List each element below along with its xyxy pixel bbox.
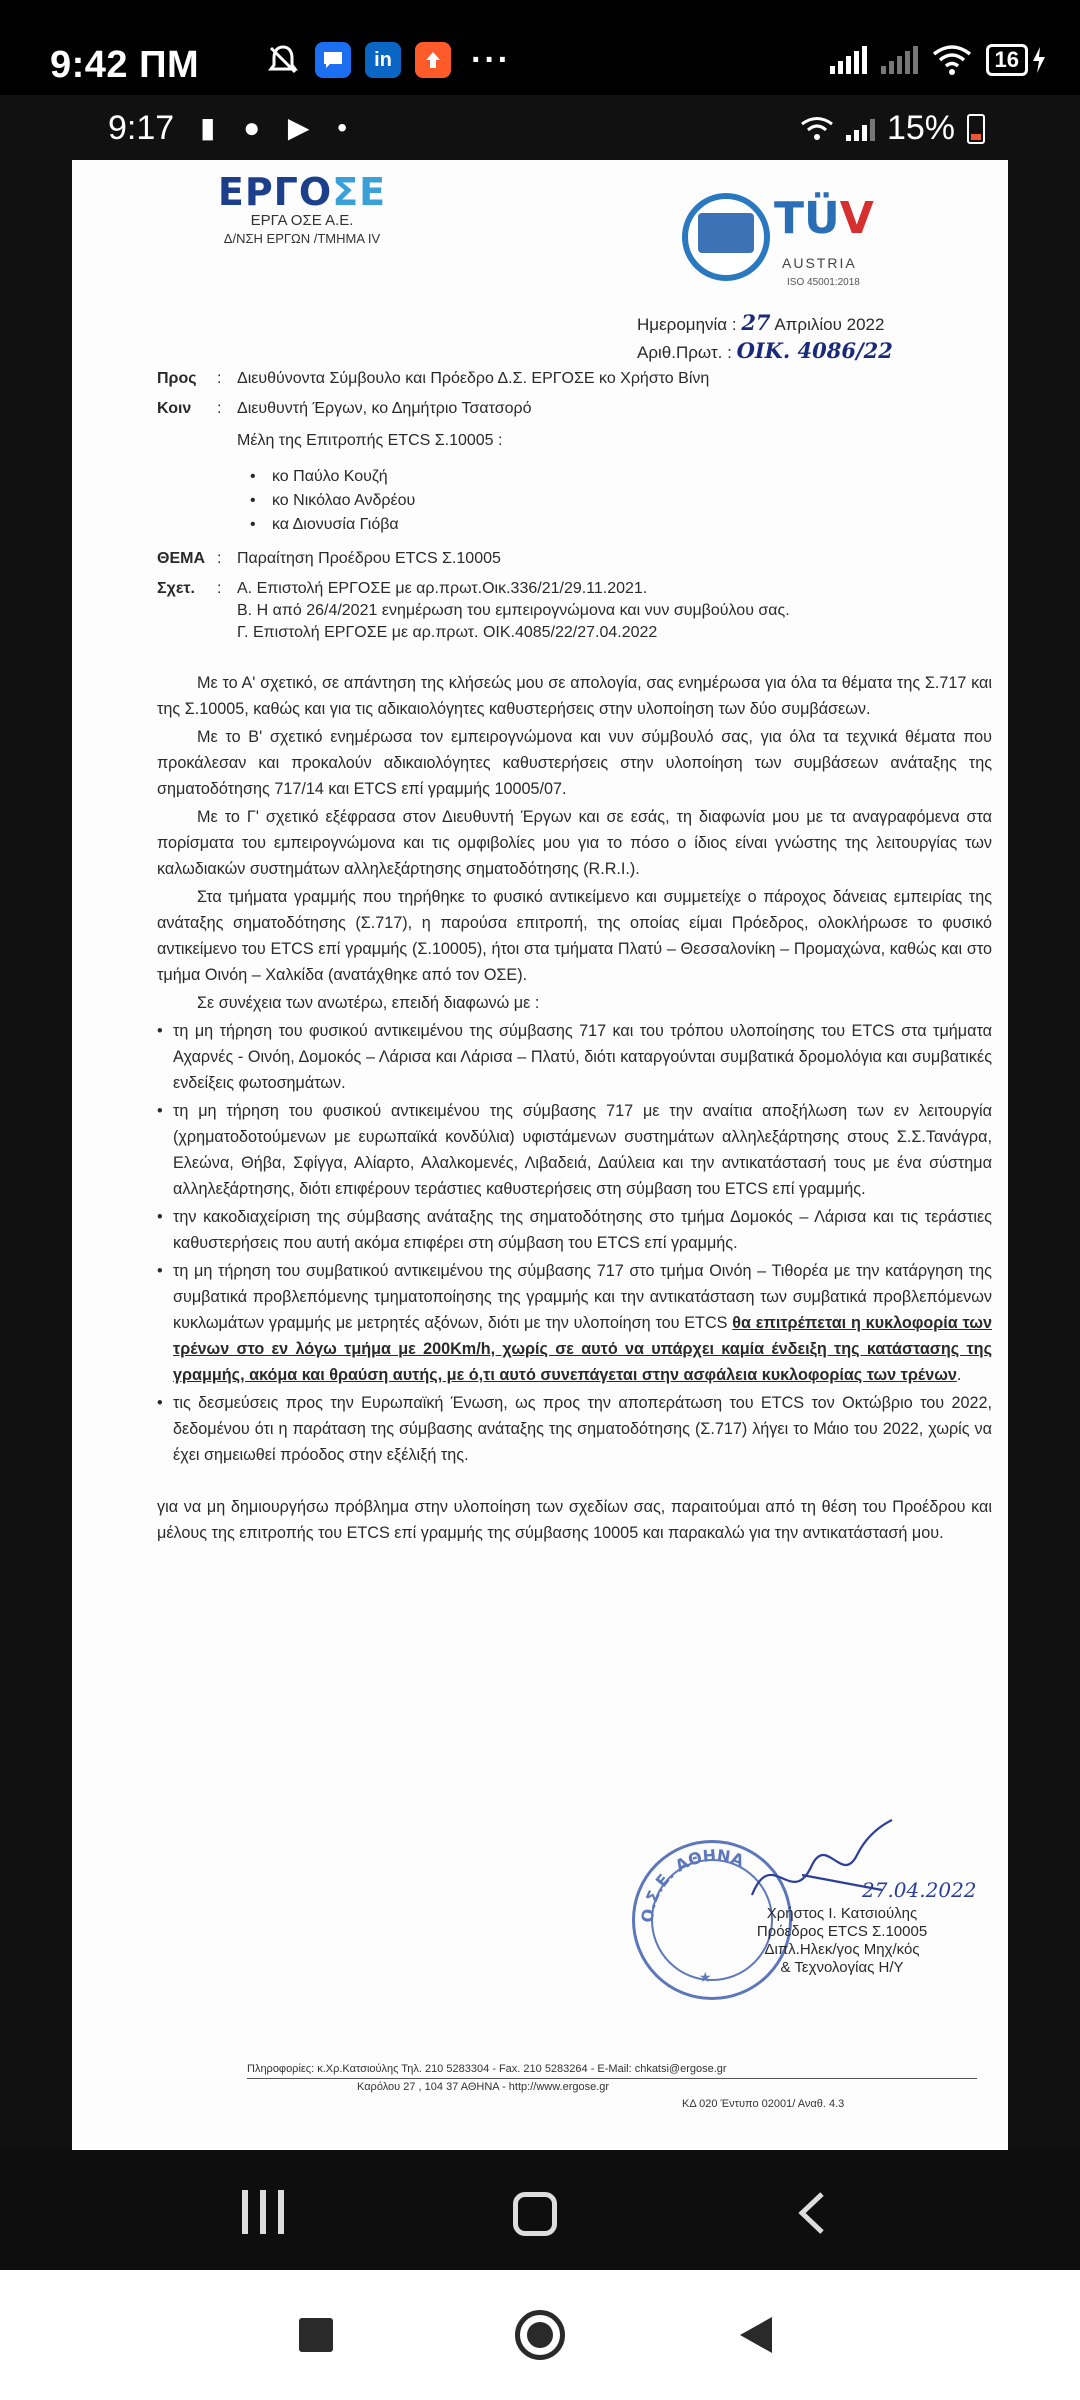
related-item-a: Α. Επιστολή ΕΡΓΟΣΕ με αρ.πρωτ.Οικ.336/21/29.11.2021.	[237, 580, 648, 597]
signatory-degree-2: & Τεχνολογίας Η/Υ	[780, 1959, 904, 1976]
bell-muted-icon	[265, 42, 301, 78]
to-row: Προς : Διευθύνοντα Σύμβουλο και Πρόεδρο Δ.Σ. ΕΡΓΟΣΕ κο Χρήστο Βίνη	[157, 370, 710, 387]
cc-text: Διευθυντή Έργων, κο Δημήτριο Τσατσορό	[237, 400, 532, 417]
cc-label: Κοιν	[157, 400, 192, 417]
signal-2-icon	[881, 46, 918, 74]
footer-address: Καρόλου 27 , 104 37 ΑΘΗΝΑ - http://www.ergose.gr	[357, 2081, 610, 2093]
date-label: Ημερομηνία :	[637, 315, 737, 334]
inner-status-time: 9:17	[108, 109, 175, 147]
signal-icon	[830, 46, 867, 74]
related-row: Σχετ. : Α. Επιστολή ΕΡΓΟΣΕ με αρ.πρωτ.Οικ.336/21/29.11.2021.	[157, 580, 648, 597]
protocol-line	[637, 338, 957, 363]
back-icon	[790, 2190, 836, 2236]
related-item-b: Β. Η από 26/4/2021 ενημέρωση του εμπειρογνώμονα και νυν συμβούλου σας.	[237, 602, 790, 619]
linkedin-icon: in	[365, 42, 401, 78]
recents-icon	[242, 2190, 284, 2234]
tuv-certification-logo	[682, 185, 882, 295]
paragraph-4: Στα τμήματα γραμμής που τηρήθηκε το φυσικό αντικείμενο και συμμετείχε ο πάροχος δάνειας εμπειρίας της ανάταξης σηματοδότησης (Σ.717), η παρούσα επιτροπή, της οποίας είμαι Πρόεδρος, ολοκλήρωσε το φυσικό αντικείμενο του ETCS επί γραμμής (Σ.10005), ήτοι στα τμήματα Πλατύ – Θεσσαλονίκη – Προμαχώνα, καθώς και στο τμήμα Οινόη – Χαλκίδα (ανατάχθηκε από τον ΟΣΕ).	[157, 888, 992, 984]
subject-row: ΘΕΜΑ : Παραίτηση Προέδρου ETCS Σ.10005	[157, 550, 501, 567]
objection-item: • τη μη τήρηση του φυσικού αντικειμένου της σύμβασης 717 και του τρόπου υλοποίησης του ETCS στα τμήματα Αχαρνές - Οινόη, Δομοκός – Λάρισα και Λάρισα – Πλατύ, διότι καταργούνται συμβατικά δρομολόγια και συμβατικές ενδείξεις φωτοσημάτων.	[157, 1018, 992, 1096]
battery-icon	[986, 44, 1046, 76]
tuv-wordmark: TÜV	[774, 193, 874, 244]
to-text: Διευθύνοντα Σύμβουλο και Πρόεδρο Δ.Σ. ΕΡΓΟΣΕ κο Χρήστο Βίνη	[237, 370, 710, 387]
recents-button[interactable]	[299, 2318, 333, 2352]
inner-status-right	[800, 109, 985, 148]
closing-paragraph: για να μη δημιουργήσω πρόβλημα στην υλοποίηση των σχεδίων σας, παραιτούμαι από τη θέση του Προέδρου και μέλους της επιτροπής του ETCS επί γραμμής της σύμβασης 10005 και παρακαλώ για την αντικατάστασή μου.	[157, 1498, 992, 1542]
signatory-block	[742, 1905, 942, 1977]
back-button[interactable]	[740, 2317, 772, 2353]
protocol-label: Αριθ.Πρωτ. :	[637, 343, 732, 362]
stamp-star-icon: ★	[699, 1969, 712, 1985]
tuv-country: AUSTRIA	[782, 255, 857, 271]
notification-icons	[265, 42, 511, 78]
messages-icon	[315, 42, 351, 78]
inner-navigation-bar	[0, 2150, 1080, 2270]
subject-text: Παραίτηση Προέδρου ETCS Σ.10005	[237, 550, 501, 567]
inner-notification-icons: ▮ ● ▶ •	[200, 112, 357, 143]
objection-item	[157, 1258, 992, 1388]
signatory-title: Πρόεδρος ETCS Σ.10005	[756, 1923, 928, 1940]
cc-row: Κοιν : Διευθυντή Έργων, κο Δημήτριο Τσατσορό	[157, 400, 532, 417]
objection-item: • την κακοδιαχείριση της σύμβασης ανάταξης της σηματοδότησης στο τμήμα Δομοκός – Λάρισα και τις τεράστιες καθυστερήσεις που αυτή ακόμα επιφέρει στη σύμβαση του ETCS επί γραμμής.	[157, 1204, 992, 1256]
signatory-name: Χρήστος Ι. Κατσιούλης	[766, 1905, 918, 1922]
paragraph-5: Σε συνέχεια των ανωτέρω, επειδή διαφωνώ με :	[197, 994, 540, 1012]
member-item: • κο Νικόλαο Ανδρέου	[272, 492, 415, 510]
date-day: 27	[741, 310, 771, 335]
member-item: • κο Παύλο Κουζή	[272, 468, 388, 486]
letter-document	[72, 160, 1008, 2150]
paragraph-3: Με το Γ' σχετικό εξέφρασα στον Διευθυντή Έργων και σε εσάς, τη διαφωνία μου με τα αναγραφόμενα στα πορίσματα του εμπειρογνώμονα και τις ομφιβολίες μου για το πόσο ο ίδιος είναι γνώστης της λειτουργίας των καλωδιακών συστημάτων αλληλεξάρτησης σηματοδότησης (R.R.I.).	[157, 808, 992, 878]
inner-wifi-icon	[800, 116, 834, 142]
inner-signal-icon	[846, 117, 875, 141]
home-button[interactable]	[515, 2310, 565, 2360]
status-time: 9:42 ΠΜ	[50, 44, 200, 86]
inner-battery-icon	[967, 114, 985, 144]
objection-end: .	[956, 1366, 962, 1384]
signatory-degree: Διπλ.Ηλεκ/γος Μηχ/κός	[764, 1941, 920, 1958]
related-item-c: Γ. Επιστολή ΕΡΓΟΣΕ με αρ.πρωτ. ΟΙΚ.4085/22/27.04.2022	[237, 624, 658, 641]
to-label: Προς	[157, 370, 197, 387]
inner-status-bar	[0, 95, 1080, 160]
objection-emphasis: θα επιτρέπεται η κυκλοφορία των τρένων στο εν λόγω τμήμα με 200Km/h, χωρίς σε αυτό να υπάρχει καμία ένδειξη της κατάστασης της γραμμής, ακόμα και θραύση αυτής, με ό,τι αυτό συνεπάγεται στην ασφάλεια κυκλοφορίας των τρένων	[173, 1314, 992, 1384]
letter-body	[157, 670, 992, 1548]
members-line: Μέλη της Επιτροπής ETCS Σ.10005 :	[237, 432, 503, 449]
photo-of-screen	[0, 95, 1080, 2270]
letter-footer-address	[247, 2081, 977, 2093]
logo-wordmark: ΕΡΓΟΣΕ	[217, 170, 387, 214]
paragraph-1: Με το Α' σχετικό, σε απάντηση της κλήσεώς μου σε απολογία, σας ενημέρωσα για όλα τα θέματα της Σ.717 και της Σ.10005, καθώς και για τις αδικαιολόγητες καθυστερήσεις στην υλοποίηση των δύο συμβάσεων.	[157, 674, 992, 718]
battery-level: 16	[986, 44, 1028, 76]
related-label: Σχετ.	[157, 580, 195, 597]
department: Δ/ΝΣΗ ΕΡΓΩΝ /ΤΜΗΜΑ IV	[223, 231, 381, 246]
status-right	[830, 44, 1046, 76]
stamp-text: Ο.Σ.Ε. ΑΘΗΝΑ	[637, 1845, 747, 1924]
org-name: ΕΡΓΑ ΟΣΕ Α.Ε.	[250, 212, 354, 229]
ergose-logo	[182, 170, 422, 246]
more-notifications-icon: ···	[471, 41, 511, 79]
upload-app-icon	[415, 42, 451, 78]
subject-label: ΘΕΜΑ	[157, 550, 205, 567]
member-item: • κα Διονυσία Γιόβα	[272, 516, 399, 534]
signature-date: 27.04.2022	[862, 1878, 977, 1902]
date-rest: Απριλίου 2022	[774, 315, 885, 334]
letter-footer	[247, 2063, 977, 2075]
footer-divider	[247, 2078, 977, 2079]
objection-item: • τη μη τήρηση του φυσικού αντικειμένου της σύμβασης 717 με την αναίτια αποξήλωση των εν λειτουργία (χρηματοδοτούμενων με ευρωπαϊκά κονδύλια) υφιστάμενων συστημάτων αλληλεξάρτησης στους Σ.Σ.Τανάγρα, Ελεώνα, Θήβα, Σφίγγα, Αλίαρτο, Αλαλκομενές, Λιβαδειά, Δαύλεια και την αντικατάστασή τους με ένα σύστημα αλληλεξάρτησης, διότι επιφέρουν τεράστιες καθυστερήσεις στη σύμβαση του ETCS επί γραμμής.	[157, 1098, 992, 1202]
protocol-number: ΟΙΚ. 4086/22	[736, 338, 893, 363]
form-code: ΚΔ 020 Έντυπο 02001/ Αναθ. 4.3	[682, 2098, 845, 2110]
inner-battery-text: 15%	[886, 109, 955, 147]
tuv-standard: ISO 45001:2018	[787, 277, 860, 288]
tuv-seal-icon	[682, 193, 770, 281]
footer-contact: Πληροφορίες: κ.Χρ.Κατσιούλης Τηλ. 210 5283304 - Fax. 210 5283264 - E-Mail: chkatsi@ergose.gr	[247, 2063, 727, 2075]
objection-text: τη μη τήρηση του συμβατικού αντικειμένου της σύμβασης 717 στο τμήμα Οινόη – Τιθορέα με την κατάργηση της συμβατικά προβλεπόμενης τμηματοποίησης της γραμμής και την αντικατάσταση των συμβατικά προβλεπόμενων κυκλωμάτων γραμμής με μετρητές αξόνων, διότι με την υλοποίηση του ETCS	[173, 1262, 992, 1332]
paragraph-2: Με το Β' σχετικό ενημέρωσα τον εμπειρογνώμονα και νυν σύμβουλό σας, για όλα τα τεχνικά θέματα που προκάλεσαν και προκαλούν αδικαιολόγητες καθυστερήσεις στην υλοποίηση των συμβάσεων ανάταξης της σηματοδότησης 717/14 και ETCS επί γραμμής 10005/07.	[157, 728, 992, 798]
wifi-icon	[932, 44, 972, 76]
system-navigation-bar	[0, 2270, 1080, 2400]
home-icon	[513, 2192, 557, 2236]
date-line	[637, 310, 957, 335]
objection-item: • τις δεσμεύσεις προς την Ευρωπαϊκή Ένωση, ως προς την αποπεράτωση του ETCS τον Οκτώβριο του 2022, δεδομένου ότι η παράταση της σύμβασης ανάταξης της σηματοδότησης (Σ.717) λήγει το Μάιο του 2022, χωρίς να έχει σημειωθεί πρόοδος στην εξέλιξή της.	[157, 1390, 992, 1468]
objections-list	[157, 1018, 992, 1468]
